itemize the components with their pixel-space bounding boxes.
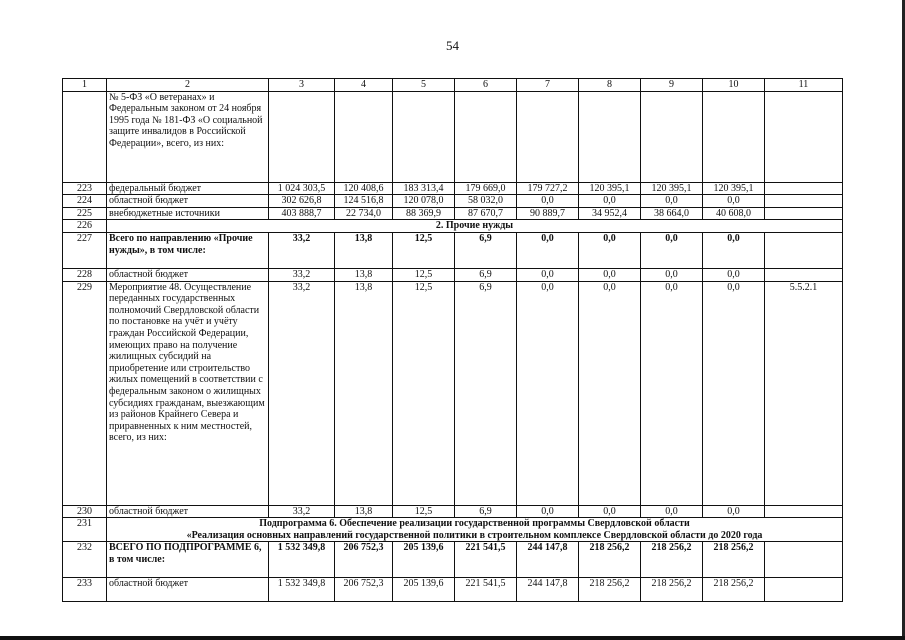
value-cell: 6,9 — [455, 268, 517, 281]
row-description: № 5-ФЗ «О ветеранах» и Федеральным законом от 24 ноября 1995 года № 181-ФЗ «О социальной защите инвалидов в Российской Федерации», всего, из них: — [107, 91, 269, 182]
value-cell: 33,2 — [269, 268, 335, 281]
table-row — [63, 232, 843, 268]
value-cell: 0,0 — [517, 232, 579, 268]
value-cell: 302 626,8 — [269, 195, 335, 208]
column-header: 5 — [393, 79, 455, 92]
section-row — [63, 220, 843, 233]
value-cell: 221 541,5 — [455, 542, 517, 578]
value-cell: 0,0 — [517, 268, 579, 281]
value-cell: 218 256,2 — [703, 578, 765, 602]
value-cell: 0,0 — [579, 281, 641, 505]
value-cell: 0,0 — [517, 505, 579, 518]
cell — [703, 91, 765, 182]
reference-cell — [765, 195, 843, 208]
value-cell: 33,2 — [269, 505, 335, 518]
subprogram-title-line: «Реализация основных направлений государственной политики в строительном комплексе Свердловской области до 2020 года — [186, 529, 763, 541]
value-cell: 206 752,3 — [335, 542, 393, 578]
row-description: областной бюджет — [107, 505, 269, 518]
value-cell: 33,2 — [269, 281, 335, 505]
table-row — [63, 542, 843, 578]
budget-table — [62, 78, 843, 602]
value-cell: 0,0 — [703, 232, 765, 268]
value-cell: 0,0 — [703, 268, 765, 281]
table-row — [63, 91, 843, 182]
table-row — [63, 578, 843, 602]
value-cell: 0,0 — [641, 505, 703, 518]
column-header: 1 — [63, 79, 107, 92]
value-cell: 120 395,1 — [703, 182, 765, 195]
row-description: областной бюджет — [107, 195, 269, 208]
column-header: 3 — [269, 79, 335, 92]
scan-edge-bottom — [0, 636, 905, 640]
table-row — [63, 195, 843, 208]
row-number: 225 — [63, 207, 107, 220]
value-cell: 218 256,2 — [579, 578, 641, 602]
section-row — [63, 518, 843, 542]
value-cell: 1 532 349,8 — [269, 542, 335, 578]
reference-cell — [765, 268, 843, 281]
value-cell: 120 408,6 — [335, 182, 393, 195]
column-header: 6 — [455, 79, 517, 92]
value-cell: 1 532 349,8 — [269, 578, 335, 602]
value-cell: 218 256,2 — [703, 542, 765, 578]
table-row — [63, 505, 843, 518]
value-cell: 13,8 — [335, 268, 393, 281]
reference-cell — [765, 207, 843, 220]
value-cell: 40 608,0 — [703, 207, 765, 220]
value-cell: 0,0 — [703, 195, 765, 208]
value-cell: 120 078,0 — [393, 195, 455, 208]
value-cell: 218 256,2 — [641, 578, 703, 602]
cell — [517, 91, 579, 182]
value-cell: 34 952,4 — [579, 207, 641, 220]
row-number: 223 — [63, 182, 107, 195]
value-cell: 244 147,8 — [517, 542, 579, 578]
reference-cell — [765, 505, 843, 518]
value-cell: 205 139,6 — [393, 542, 455, 578]
value-cell: 120 395,1 — [579, 182, 641, 195]
row-description: Всего по направлению «Прочие нужды», в том числе: — [107, 232, 269, 268]
column-header-row — [63, 79, 843, 92]
column-header: 2 — [107, 79, 269, 92]
value-cell: 58 032,0 — [455, 195, 517, 208]
reference-cell — [765, 578, 843, 602]
row-description: федеральный бюджет — [107, 182, 269, 195]
value-cell: 403 888,7 — [269, 207, 335, 220]
value-cell: 90 889,7 — [517, 207, 579, 220]
row-description: областной бюджет — [107, 268, 269, 281]
row-number: 230 — [63, 505, 107, 518]
row-number — [63, 91, 107, 182]
value-cell: 88 369,9 — [393, 207, 455, 220]
column-header: 9 — [641, 79, 703, 92]
value-cell: 0,0 — [703, 505, 765, 518]
value-cell: 206 752,3 — [335, 578, 393, 602]
cell — [455, 91, 517, 182]
cell — [269, 91, 335, 182]
value-cell: 13,8 — [335, 281, 393, 505]
value-cell: 87 670,7 — [455, 207, 517, 220]
value-cell: 120 395,1 — [641, 182, 703, 195]
reference-cell — [765, 232, 843, 268]
column-header: 10 — [703, 79, 765, 92]
section-title: 2. Прочие нужды — [107, 220, 843, 233]
value-cell: 6,9 — [455, 281, 517, 505]
row-number: 231 — [63, 518, 107, 542]
row-number: 233 — [63, 578, 107, 602]
cell — [393, 91, 455, 182]
value-cell: 0,0 — [641, 268, 703, 281]
row-number: 227 — [63, 232, 107, 268]
value-cell: 0,0 — [703, 281, 765, 505]
value-cell: 22 734,0 — [335, 207, 393, 220]
value-cell: 0,0 — [641, 281, 703, 505]
value-cell: 0,0 — [517, 195, 579, 208]
value-cell: 1 024 303,5 — [269, 182, 335, 195]
column-header: 8 — [579, 79, 641, 92]
value-cell: 6,9 — [455, 232, 517, 268]
cell — [579, 91, 641, 182]
row-description: Мероприятие 48. Осуществление переданных государственных полномочий Свердловской области по постановке на учёт и учёту граждан Российской Федерации, имеющих право на получение жилищных субсидий на приобретение или строительство жилых помещений в соответствии с федеральным законом о жилищных субсидиях гражданам, выезжающим из районов Крайнего Севера и приравненных к ним местностей, всего, из них: — [107, 281, 269, 505]
value-cell: 0,0 — [641, 232, 703, 268]
value-cell: 13,8 — [335, 505, 393, 518]
value-cell: 179 727,2 — [517, 182, 579, 195]
value-cell: 12,5 — [393, 232, 455, 268]
row-description: внебюджетные источники — [107, 207, 269, 220]
cell — [765, 91, 843, 182]
row-number: 226 — [63, 220, 107, 233]
value-cell: 0,0 — [579, 232, 641, 268]
row-description: ВСЕГО ПО ПОДПРОГРАММЕ 6, в том числе: — [107, 542, 269, 578]
value-cell: 12,5 — [393, 505, 455, 518]
value-cell: 33,2 — [269, 232, 335, 268]
column-header: 11 — [765, 79, 843, 92]
page-number: 54 — [446, 38, 459, 53]
value-cell: 12,5 — [393, 281, 455, 505]
value-cell: 124 516,8 — [335, 195, 393, 208]
subprogram-title-line: Подпрограмма 6. Обеспечение реализации государственной программы Свердловской области — [259, 518, 690, 530]
column-header: 4 — [335, 79, 393, 92]
cell — [335, 91, 393, 182]
value-cell: 38 664,0 — [641, 207, 703, 220]
value-cell: 205 139,6 — [393, 578, 455, 602]
value-cell: 0,0 — [579, 195, 641, 208]
value-cell: 0,0 — [579, 268, 641, 281]
value-cell: 244 147,8 — [517, 578, 579, 602]
table-row — [63, 281, 843, 505]
value-cell: 13,8 — [335, 232, 393, 268]
value-cell: 179 669,0 — [455, 182, 517, 195]
value-cell: 0,0 — [517, 281, 579, 505]
value-cell: 218 256,2 — [579, 542, 641, 578]
table-row — [63, 207, 843, 220]
value-cell: 0,0 — [641, 195, 703, 208]
column-header: 7 — [517, 79, 579, 92]
reference-cell: 5.5.2.1 — [765, 281, 843, 505]
row-description: областной бюджет — [107, 578, 269, 602]
value-cell: 6,9 — [455, 505, 517, 518]
value-cell: 218 256,2 — [641, 542, 703, 578]
reference-cell — [765, 542, 843, 578]
cell — [641, 91, 703, 182]
subprogram-title — [107, 518, 843, 542]
value-cell: 0,0 — [579, 505, 641, 518]
value-cell: 221 541,5 — [455, 578, 517, 602]
table-row — [63, 182, 843, 195]
value-cell: 12,5 — [393, 268, 455, 281]
row-number: 232 — [63, 542, 107, 578]
table-row — [63, 268, 843, 281]
row-number: 229 — [63, 281, 107, 505]
row-number: 224 — [63, 195, 107, 208]
row-number: 228 — [63, 268, 107, 281]
reference-cell — [765, 182, 843, 195]
value-cell: 183 313,4 — [393, 182, 455, 195]
